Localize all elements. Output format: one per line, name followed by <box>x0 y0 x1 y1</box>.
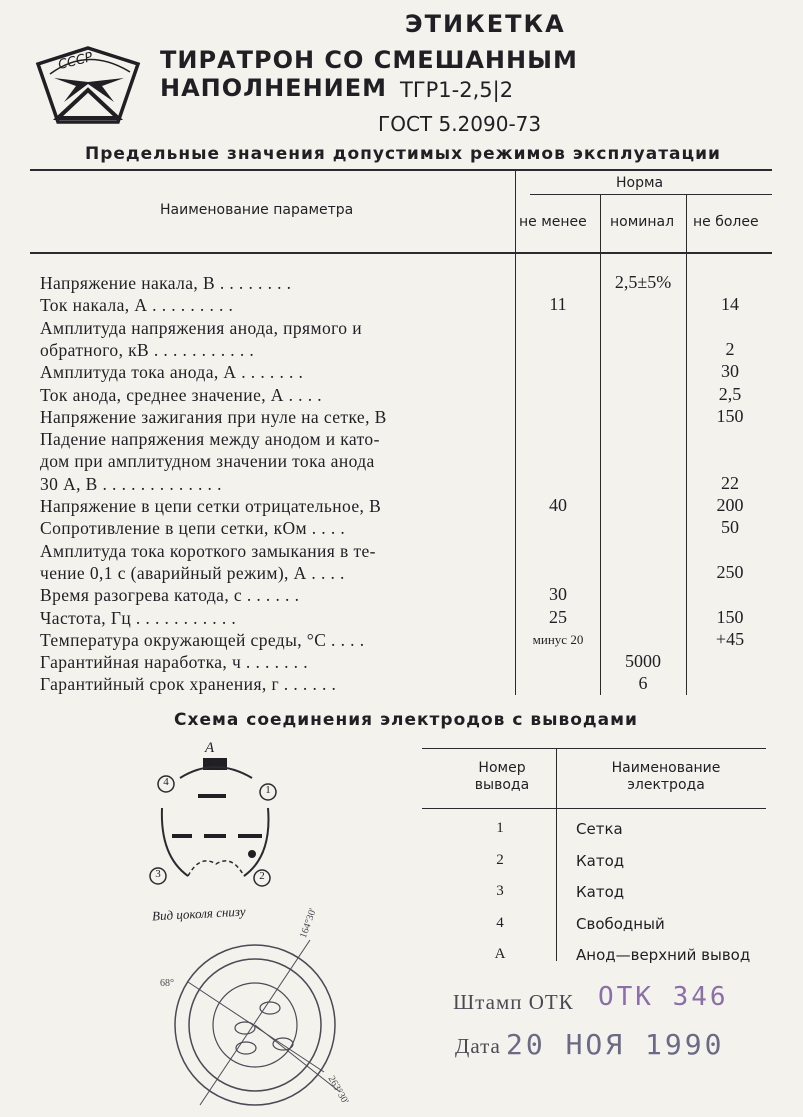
pin-col-header-num: Номер вывода <box>474 760 530 793</box>
scheme-title: Схема соединения электродов с выводами <box>174 710 638 730</box>
param-row-text: 30 А, В . . . . . . . . . . . . . <box>40 473 222 494</box>
param-row-text: Сопротивление в цепи сетки, кОм . . . . <box>40 518 346 539</box>
pin-number: 4 <box>496 914 504 931</box>
value-nominal: 5000 <box>625 651 661 672</box>
limits-section-title: Предельные значения допустимых режимов эксплуатации <box>85 144 721 164</box>
date-label: Дата <box>455 1034 501 1058</box>
value-max: 50 <box>721 517 739 538</box>
pin-label-1: 1 <box>265 784 271 796</box>
pin-col-divider <box>556 749 557 961</box>
col-header-param: Наименование параметра <box>160 202 354 218</box>
pin-number: 3 <box>496 883 504 899</box>
norm-divider <box>530 194 772 195</box>
col-header-norm: Норма <box>616 175 664 191</box>
document-label: ЭТИКЕТКА <box>405 10 566 38</box>
anode-label: А <box>205 740 215 756</box>
param-row-text: Падение напряжения между анодом и като- <box>40 429 380 450</box>
param-row-text: Температура окружающей среды, °С . . . . <box>40 629 365 650</box>
gost-number: ГОСТ 5.2090-73 <box>378 112 542 136</box>
electrode-name: Катод <box>576 883 625 901</box>
value-min: минус 20 <box>532 631 584 647</box>
param-row-text: Частота, Гц . . . . . . . . . . . <box>40 607 237 628</box>
value-min: 25 <box>549 606 567 627</box>
value-max: 2,5 <box>718 383 742 404</box>
param-row-text: Гарантийная наработка, ч . . . . . . . <box>40 652 308 673</box>
document-title: ТИРАТРОН СО СМЕШАННЫМ НАПОЛНЕНИЕМ <box>160 46 578 102</box>
param-row-text: обратного, кВ . . . . . . . . . . . <box>40 339 255 360</box>
param-row-text: Ток анода, среднее значение, А . . . . <box>40 384 323 405</box>
param-row-text: Напряжение зажигания при нуле на сетке, В <box>40 406 387 427</box>
tube-base-diagram <box>140 738 290 918</box>
param-row-text: Напряжение в цепи сетки отрицательное, В <box>40 496 382 516</box>
view-caption: Вид цоколя снизу <box>151 903 246 924</box>
pin-table-top-rule <box>422 748 766 749</box>
pin-col-header-name: Наименование электрода <box>611 760 721 793</box>
electrode-name: Анод—верхний вывод <box>576 946 751 964</box>
col-header-max: не более <box>693 214 759 230</box>
value-nominal: 6 <box>638 673 648 694</box>
electrode-name: Свободный <box>576 914 665 933</box>
value-max: 30 <box>721 361 739 382</box>
pin-label-3: 3 <box>155 868 161 880</box>
value-max: 22 <box>721 472 739 493</box>
param-row-text: Время разогрева катода, с . . . . . . <box>40 585 300 606</box>
table-header-rule <box>30 252 772 254</box>
device-type: ТГР1-2,5|2 <box>400 78 514 102</box>
otk-stamp-value: ОТК 346 <box>598 982 729 1012</box>
col-divider-3 <box>686 195 687 695</box>
electrode-name: Сетка <box>576 820 623 838</box>
angle-label-3: 263°30' <box>325 1074 351 1107</box>
otk-stamp-label: Штамп ОТК <box>453 990 574 1014</box>
value-min: 40 <box>549 495 567 515</box>
param-row-text: Ток накала, А . . . . . . . . . <box>40 295 234 316</box>
angle-label-1: 164°30' <box>298 907 319 940</box>
param-row-text: дом при амплитудном значении тока анода <box>40 451 375 472</box>
param-row-text: Амплитуда напряжения анода, прямого и <box>40 317 362 338</box>
value-max: 250 <box>716 561 744 582</box>
pin-label-4: 4 <box>163 776 169 788</box>
value-min: 11 <box>549 294 567 315</box>
value-max: 150 <box>716 405 744 426</box>
param-row-text: Напряжение накала, В . . . . . . . . <box>40 273 292 293</box>
col-header-nom: номинал <box>610 214 675 230</box>
value-max: 14 <box>721 294 739 315</box>
pin-number: А <box>494 946 506 962</box>
param-row-text: Амплитуда тока анода, А . . . . . . . <box>40 362 304 383</box>
value-max: 2 <box>725 338 735 359</box>
value-max: 200 <box>716 495 744 515</box>
col-divider-2 <box>600 195 601 695</box>
angle-label-2: 68° <box>160 978 174 989</box>
pin-label-2: 2 <box>259 870 265 882</box>
value-nominal: 2,5±5% <box>614 272 672 292</box>
pin-table-header-rule <box>422 808 766 809</box>
value-min: 30 <box>549 584 567 605</box>
param-row-text: Амплитуда тока короткого замыкания в те- <box>40 540 376 561</box>
date-stamp-value: 20 НОЯ 1990 <box>506 1028 725 1061</box>
col-divider-1 <box>515 170 516 695</box>
value-max: +45 <box>715 628 745 649</box>
param-row-text: Гарантийный срок хранения, г . . . . . . <box>40 674 337 695</box>
pin-number: 2 <box>496 851 504 868</box>
electrode-name: Катод <box>576 851 625 870</box>
emblem-text: СССР <box>56 49 95 74</box>
table-top-rule <box>30 169 772 171</box>
col-header-min: не менее <box>519 214 587 230</box>
value-max: 150 <box>716 606 744 627</box>
pin-number: 1 <box>496 820 504 836</box>
param-row-text: чение 0,1 с (аварийный режим), А . . . . <box>40 562 345 583</box>
